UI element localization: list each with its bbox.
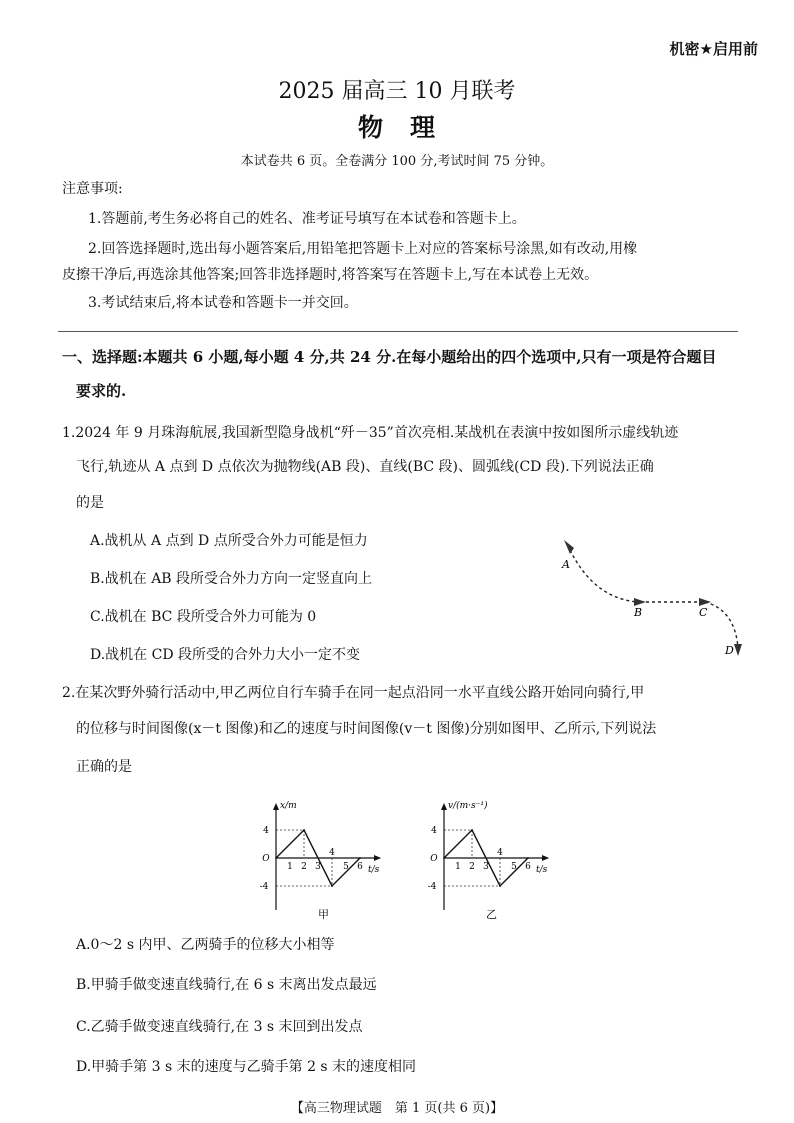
q2-stem: 正确的是	[76, 759, 132, 775]
data-point	[359, 857, 361, 859]
q1-option-d: D.战机在 CD 段所受的合外力大小一定不变	[90, 647, 361, 663]
data-point	[303, 829, 305, 831]
q1-stem: 的是	[76, 495, 104, 511]
x-axis-arrow	[374, 855, 381, 861]
q2-stem: 2.在某次野外骑行活动中,甲乙两位自行车骑手在同一起点沿同一水平直线公路开始同向骑行,甲	[62, 685, 645, 701]
y-tick-label: 4	[431, 826, 437, 836]
trajectory-ab	[570, 550, 640, 602]
q2-option-c: C.乙骑手做变速直线骑行,在 3 s 末回到出发点	[76, 1019, 363, 1035]
chart-jia	[250, 796, 400, 922]
q1-stem: 飞行,轨迹从 A 点到 D 点依次为抛物线(AB 段)、直线(BC 段)、圆弧线(CD 段).下列说法正确	[76, 459, 654, 475]
q1-option-a: A.战机从 A 点到 D 点所受合外力可能是恒力	[90, 533, 368, 549]
exam-title: 2025 届高三 10 月联考	[278, 79, 516, 104]
jet-icon	[564, 540, 574, 554]
x-tick-label: 3	[483, 862, 489, 872]
divider	[58, 331, 738, 332]
point-label-d: D	[725, 644, 734, 657]
note-item: 3.考试结束后,将本试卷和答题卡一并交回。	[88, 295, 358, 311]
x-axis-arrow	[542, 855, 549, 861]
section-heading: 一、选择题:本题共 6 小题,每小题 4 分,共 24 分.在每小题给出的四个选项中,只有一项是符合题目	[62, 348, 717, 366]
jet-icon	[634, 598, 646, 606]
x-tick-label: 6	[357, 862, 363, 872]
page-footer: 【高三物理试题 第 1 页(共 6 页)】	[290, 1101, 504, 1116]
x-tick-label: 4	[497, 848, 503, 858]
x-tick-label: 6	[525, 862, 531, 872]
trajectory-cd	[705, 602, 738, 648]
q1-option-b: B.战机在 AB 段所受合外力方向一定竖直向上	[90, 571, 373, 587]
subject-title: 物 理	[357, 113, 436, 142]
point-label-c: C	[699, 606, 708, 619]
x-tick-label: 2	[469, 862, 475, 872]
q1-trajectory-figure	[550, 530, 750, 670]
chart-jia-plot	[260, 801, 381, 921]
data-point	[443, 857, 445, 859]
y-tick-label: -4	[427, 882, 437, 892]
point-label-b: B	[634, 606, 643, 619]
jet-icon	[699, 598, 711, 606]
confidential-mark: 机密★启用前	[669, 40, 758, 58]
data-point	[275, 857, 277, 859]
x-axis-label: t/s	[368, 865, 380, 875]
y-tick-label: O	[262, 854, 270, 864]
data-point	[331, 885, 333, 887]
x-tick-label: 2	[301, 862, 307, 872]
data-point	[471, 829, 473, 831]
jet-icon	[734, 644, 742, 656]
note-item: 皮擦干净后,再选涂其他答案;回答非选择题时,将答案写在答题卡上,写在本试卷上无效。	[62, 267, 599, 283]
x-tick-label: 5	[511, 862, 517, 872]
section-heading-cont: 要求的.	[76, 382, 127, 400]
chart-caption: 乙	[486, 908, 497, 921]
x-tick-label: 4	[329, 848, 335, 858]
q2-option-b: B.甲骑手做变速直线骑行,在 6 s 末离出发点最远	[76, 977, 377, 993]
q2-option-a: A.0～2 s 内甲、乙两骑手的位移大小相等	[76, 937, 335, 953]
point-label-a: A	[562, 558, 570, 571]
y-axis-arrow	[273, 803, 279, 810]
q2-stem: 的位移与时间图像(x－t 图像)和乙的速度与时间图像(v－t 图像)分别如图甲、乙所示,下列说法	[76, 721, 657, 737]
x-tick-label: 1	[287, 862, 293, 872]
y-tick-label: O	[430, 854, 438, 864]
y-axis-label: x/m	[280, 801, 297, 811]
note-item: 1.答题前,考生务必将自己的姓名、准考证号填写在本试卷和答题卡上。	[88, 211, 526, 227]
exam-info: 本试卷共 6 页。全卷满分 100 分,考试时间 75 分钟。	[240, 154, 554, 169]
x-axis-label: t/s	[536, 865, 548, 875]
y-tick-label: 4	[263, 826, 269, 836]
y-axis-label: v/(m·s⁻¹)	[448, 801, 488, 811]
q2-option-d: D.甲骑手第 3 s 末的速度与乙骑手第 2 s 末的速度相同	[76, 1059, 417, 1075]
y-axis-arrow	[441, 803, 447, 810]
x-tick-label: 5	[343, 862, 349, 872]
x-tick-label: 3	[315, 862, 321, 872]
chart-yi	[418, 796, 568, 922]
note-item: 2.回答选择题时,选出每小题答案后,用铅笔把答题卡上对应的答案标号涂黑,如有改动,用橡	[88, 241, 638, 257]
data-point	[499, 885, 501, 887]
q1-option-c: C.战机在 BC 段所受合外力可能为 0	[90, 609, 317, 625]
notes-heading: 注意事项:	[62, 181, 123, 197]
x-tick-label: 1	[455, 862, 461, 872]
q1-stem: 1.2024 年 9 月珠海航展,我国新型隐身战机“歼－35”首次亮相.某战机在表演中按如图所示虚线轨迹	[62, 425, 679, 441]
chart-yi-plot	[428, 800, 549, 921]
data-point	[527, 857, 529, 859]
y-tick-label: -4	[259, 882, 269, 892]
chart-caption: 甲	[318, 908, 329, 921]
